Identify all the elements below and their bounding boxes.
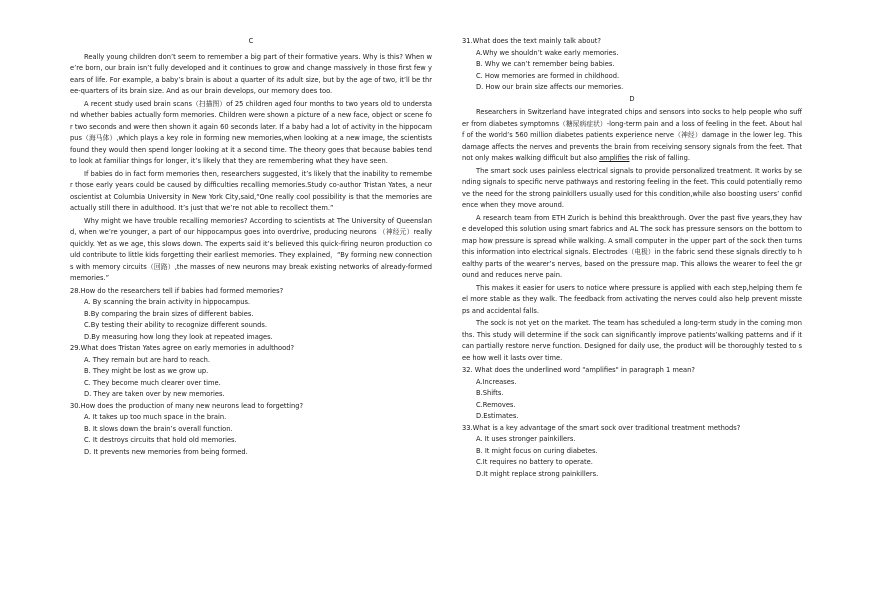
passage-d-text: Researchers in Switzerland have integrated chips and sensors into socks to help people who suffer from diabetes symptomns（糖尿病症状）-long-term pain and a loss of feeling in the feet. About half of the world’s 560 million diabetes patients experience nerve（神经）damage in the lower leg. This damage affects the nerves and prevents the brain from receiving sensory signals from the feet. That not only makes walking difficult but also [462, 108, 802, 162]
answer-option: A. It takes up too much space in the brain. [84, 413, 227, 421]
passage-c-paragraph: A recent study used brain scans（扫描图）of 25 children aged four months to two years old to understand whether babies actually form memories. Children were shown a picture of a new face, object or scene for two seconds and were then shown it again 60 seconds later. If a baby had a lot of activity in the hippocampus（海马体）,which plays a key role in forming new memories,when looking at a new image, the scientists found they would then spend longer looking at it a second time. The theory goes that because babies tend to look at familiar things for longer, it’s likely that they are remembering what they have seen. [70, 99, 432, 165]
answer-option: A. By scanning the brain activity in hippocampus. [84, 298, 251, 306]
question-28 [70, 286, 432, 344]
answer-option: D.Estimates. [476, 412, 519, 420]
passage-c-paragraph: Really young children don’t seem to remember a big part of their formative years. Why is this? When we’re born, our brain isn’t fully developed and it continues to grow and change massively in those first few years of life. For example, a baby’s brain is about a quarter of its adult size, but by the age of two, it’ll be three-quarters of its brain size. And as our brain develops, our memory does too. [70, 52, 432, 95]
passage-d-paragraph: A research team from ETH Zurich is behind this breakthrough. Over the past five years,they have developed this solution using smart fabrics and AL The sock has pressure sensors on the bottom to map how pressure is spread while walking. A small computer in the upper part of the sock then turns this information into electrical signals. Electrodes（电极）in the fabric send these signals directly to healthy parts of the wearer’s nerves, based on the pressure map. This allows the wearer to feel the ground and reduces nerve pain. [462, 213, 802, 279]
passage-c-paragraph: If babies do in fact form memories then, researchers suggested, it’s likely that the inability to remember those early years could be caused by difficulties recalling memories.Study co-author Tristan Yates, a neuroscientist at Columbia University in New York City,said,“One really cool possibility is that the memories are actually still there in adulthood. It’s just that we’re not able to recollect them.” [70, 169, 432, 212]
underlined-word-amplifies: amplifies [599, 154, 630, 162]
answer-option: D. They are taken over by new memories. [84, 390, 225, 398]
answer-option: B. It might focus on curing diabetes. [476, 446, 598, 455]
passage-c-paragraph: Why might we have trouble recalling memories? According to scientists at The University of Queensland, when we’re younger, a part of our hippocampus goes into overdrive, producing neurons （神经元）really quickly. Yet as we age, this slows down. The experts said it’s believed this quick-firing neuron production could contribute to little kids forgetting their earliest memories. They explained，“By forming new connections with memory circuits（回路）,the masses of new neurons may break existing networks of already-formed memories.” [70, 216, 432, 282]
answer-option: B. They might be lost as we grow up. [84, 367, 209, 375]
answer-option: C. It destroys circuits that hold old memories. [84, 436, 237, 444]
answer-option: B.Shifts. [476, 389, 504, 397]
answer-option: A.Why we shouldn’t wake early memories. [476, 48, 619, 57]
answer-option: D.By measuring how long they look at repeated images. [84, 332, 273, 341]
passage-d-paragraph: The sock is not yet on the market. The team has scheduled a long-term study in the coming months. This study will determine if the sock can significantly improve patients’walking patterns and if it can partially restore nerve function. Designed for daily use, the product will be thoroughly tested to see how well it lasts over time. [462, 319, 802, 362]
question-stem: 30.How does the production of many new neurons lead to forgetting? [70, 401, 303, 410]
answer-option: A. They remain but are hard to reach. [84, 355, 210, 364]
question-32 [462, 365, 802, 423]
question-stem: 28.How do the researchers tell if babies had formed memories? [70, 286, 284, 295]
passage-c-heading: C [248, 37, 254, 45]
answer-option: C.Removes. [476, 400, 516, 409]
passage-d-paragraph [462, 107, 802, 165]
answer-option: B.By comparing the brain sizes of different babies. [84, 309, 254, 318]
answer-option: D.It might replace strong painkillers. [476, 469, 599, 478]
question-stem: 32. What does the underlined word "amplifies" in paragraph 1 mean? [462, 366, 695, 374]
passage-d-heading: D [629, 94, 635, 103]
passage-d-text: the risk of falling. [629, 154, 690, 162]
right-column [462, 36, 802, 480]
answer-option: D. How our brain size affects our memories. [476, 83, 624, 91]
question-31 [462, 36, 802, 94]
passage-d-paragraph: This makes it easier for users to notice where pressure is applied with each step,helping them feel more stable as they walk. The feedback from activating the nerves could also help prevent missteps and accidental falls. [462, 283, 802, 315]
answer-option: A.Increases. [476, 377, 517, 386]
answer-option: B. It slows down the brain’s overall function. [84, 424, 233, 433]
question-29 [70, 343, 432, 401]
question-33 [462, 423, 802, 481]
question-stem: 31.What does the text mainly talk about? [462, 37, 601, 45]
answer-option: D. It prevents new memories from being formed. [84, 447, 248, 456]
answer-option: C.By testing their ability to recognize different sounds. [84, 321, 267, 329]
question-30 [70, 401, 432, 459]
left-column [70, 36, 432, 458]
answer-option: C. How memories are formed in childhood. [476, 71, 620, 80]
answer-option: B. Why we can’t remember being babies. [476, 60, 615, 68]
answer-option: A. It uses stronger painkillers. [476, 435, 576, 443]
question-stem: 33.What is a key advantage of the smart sock over traditional treatment methods? [462, 423, 741, 432]
answer-option: C.It requires no battery to operate. [476, 458, 593, 466]
answer-option: C. They become much clearer over time. [84, 378, 221, 387]
passage-d-paragraph: The smart sock uses painless electrical signals to provide personalized treatment. It works by sending signals to specific nerve pathways and restoring feeling in the feet. This could potentially remove the need for the strong painkillers usually used for this condition,while also boosting users’ confidence when they move around. [462, 166, 802, 209]
question-stem: 29.What does Tristan Yates agree on early memories in adulthood? [70, 344, 295, 352]
